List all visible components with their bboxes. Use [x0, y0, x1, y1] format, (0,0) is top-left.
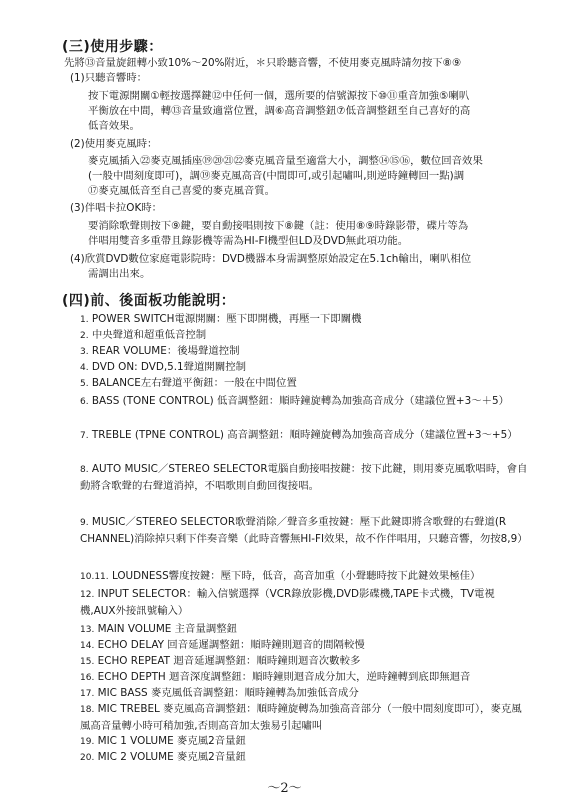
- list-item: 4. DVD ON: DVD,5.1聲道開關控制: [80, 361, 246, 373]
- list-item: 5. BALANCE左右聲道平衡鈕：一般在中間位置: [80, 377, 297, 389]
- step-4-line-1: (4)欣賞DVD數位家庭電影院時：DVD機器本身需調整原始設定在5.1ch輸出，喇叭相位: [70, 253, 472, 265]
- list-item: 18. MIC TREBEL 麥克風高音調整鈕：順時鐘旋轉為加強高音部分（一般中間刻度即可），麥克風風高音量轉小時可稍加強,否則高音加太強易引起嘯叫: [80, 703, 522, 732]
- list-item: 20. MIC 2 VOLUME 麥克風2音量鈕: [80, 751, 246, 763]
- list-item: 9. MUSIC／STEREO SELECTOR歌聲消除／聲音多重按鍵：壓下此鍵即將含歌聲的右聲道(R CHANNEL)消除掉只剩下伴奏音樂（此時音響無HI-FI效果，故不作伴唱用，只聽音響，勿按8,9）: [80, 516, 528, 545]
- list-item: 19. MIC 1 VOLUME 麥克風2音量鈕: [80, 735, 246, 747]
- step-4-line-2: 需調出出來。: [88, 268, 151, 280]
- step-3-heading: (3)伴唱卡拉OK時：: [70, 202, 163, 214]
- step-2-line-1: 麥克風插入㉒麥克風插座⑲⑳㉑㉒麥克風音量至適當大小，調整⑭⑮⑯，數位回音效果: [88, 155, 483, 167]
- list-item: 15. ECHO REPEAT 迴音延遲調整鈕：順時鐘則迴音次數較多: [80, 655, 361, 667]
- list-item: 10.11. LOUDNESS響度按鍵：壓下時，低音，高音加重（小聲聽時按下此鍵效果極佳）: [80, 570, 481, 582]
- step-3-line-1: 要消除歌聲則按下⑨鍵，要自動接唱則按下⑧鍵（註：使用⑧⑨時錄影帶，碟片等為: [88, 220, 469, 232]
- list-item: 2. 中央聲道和超重低音控制: [80, 329, 207, 341]
- list-item: 14. ECHO DELAY 回音延遲調整鈕：順時鐘則迴音的間隔較慢: [80, 639, 365, 651]
- step-2-line-2: (一般中間刻度即可)，調⑲麥克風高音(中間即可,或引起嘯叫,則逆時鐘轉回一點)調: [88, 170, 465, 182]
- step-1-heading: (1)只聽音響時：: [70, 72, 148, 84]
- intro-text: 先將⑬音量旋鈕轉小致10%～20%附近，＊只聆聽音響，不使用麥克風時請勿按下⑧⑨: [64, 57, 462, 69]
- list-item: 7. TREBLE (TPNE CONTROL) 高音調整鈕：順時鐘旋轉為加強高音成分（建議位置+3～+5）: [80, 429, 518, 441]
- list-item: 16. ECHO DEPTH 迴音深度調整鈕：順時鐘則迴音成分加大，逆時鐘轉到底即無迴音: [80, 671, 471, 683]
- list-item: 6. BASS (TONE CONTROL) 低音調整鈕：順時鐘旋轉為加強高音成分（建議位置+3～＋5）: [80, 395, 510, 407]
- list-item: 13. MAIN VOLUME 主音量調整鈕: [80, 623, 238, 635]
- list-item: 8. AUTO MUSIC／STEREO SELECTOR電腦自動接唱按鍵：按下此鍵，則用麥克風歌唱時，會自動將含歌聲的右聲道消掉，不唱歌則自動回復接唱。: [80, 463, 528, 492]
- step-1-line-2: 平衡放在中間，轉⑬音量致適當位置，調⑥高音調整鈕⑦低音調整鈕至自己喜好的高: [88, 105, 471, 117]
- section-3-title: (三)使用步驟：: [62, 39, 163, 55]
- step-3-line-2: 伴唱用雙音多重帶且錄影機等需為HI-FI機型但LD及DVD無此項功能。: [88, 235, 409, 247]
- list-item: 17. MIC BASS 麥克風低音調整鈕：順時鐘轉為加強低音成分: [80, 687, 359, 699]
- list-item: 12. INPUT SELECTOR：輸入信號選擇（VCR錄放影機,DVD影碟機,TAPE卡式機，TV電視機,AUX外接訊號輸入）: [80, 588, 495, 617]
- list-item: 3. REAR VOLUME：後場聲道控制: [80, 345, 240, 357]
- list-item: 1. POWER SWITCH電源開關：壓下即開機，再壓一下即關機: [80, 313, 362, 325]
- step-1-line-3: 低音效果。: [88, 120, 140, 132]
- step-2-heading: (2)使用麥克風時：: [70, 138, 158, 150]
- step-2-line-3: ⑰麥克風低音至自己喜愛的麥克風音質。: [88, 185, 276, 197]
- page-number: ～2～: [267, 781, 302, 796]
- section-4-title: (四)前、後面板功能說明：: [62, 293, 236, 309]
- step-1-line-1: 按下電源開關①輕按選擇鍵⑫中任何一個，選所要的信號源按下⑩⑪重音加強⑤喇叭: [88, 90, 470, 102]
